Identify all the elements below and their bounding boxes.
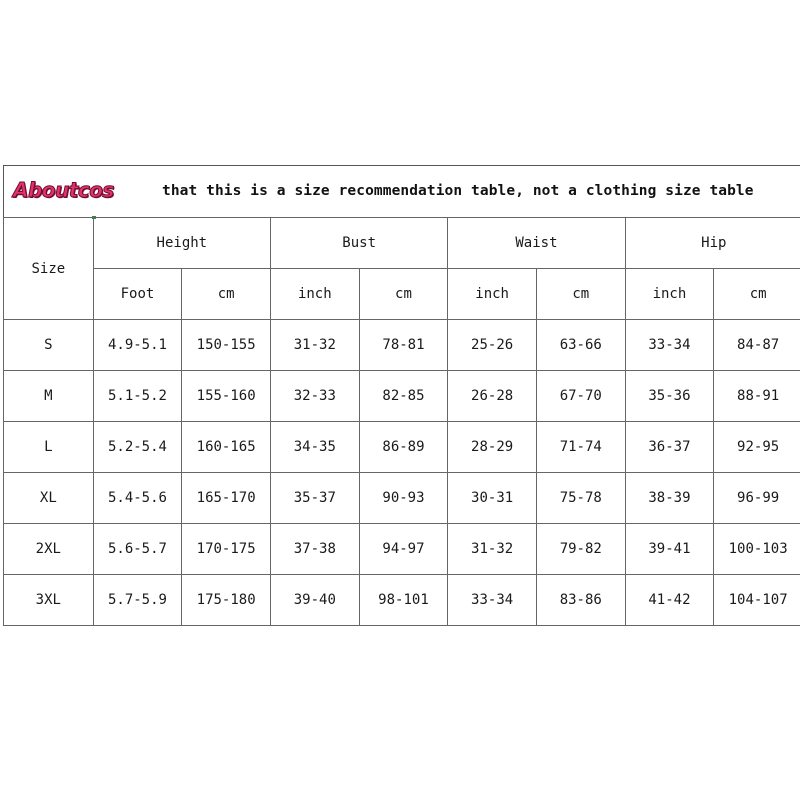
table-cell: 98-101	[359, 575, 448, 626]
table-cell: 165-170	[182, 473, 271, 524]
table-cell: 5.2-5.4	[93, 422, 182, 473]
unit-header: inch	[270, 269, 359, 320]
size-table	[3, 217, 800, 626]
banner	[3, 165, 800, 217]
table-cell: 35-36	[625, 371, 714, 422]
table-cell: 33-34	[625, 320, 714, 371]
table-cell: 82-85	[359, 371, 448, 422]
size-label: S	[4, 320, 94, 371]
brand-logo: Aboutcos	[13, 178, 114, 202]
table-cell: 5.7-5.9	[93, 575, 182, 626]
table-cell: 32-33	[270, 371, 359, 422]
size-label: M	[4, 371, 94, 422]
unit-header: cm	[536, 269, 625, 320]
table-cell: 88-91	[714, 371, 800, 422]
table-cell: 92-95	[714, 422, 800, 473]
unit-header: Foot	[93, 269, 182, 320]
size-label: L	[4, 422, 94, 473]
table-cell: 96-99	[714, 473, 800, 524]
table-row	[4, 422, 800, 473]
table-cell: 155-160	[182, 371, 271, 422]
group-waist: Waist	[448, 218, 625, 269]
table-cell: 37-38	[270, 524, 359, 575]
table-cell: 67-70	[536, 371, 625, 422]
table-cell: 38-39	[625, 473, 714, 524]
unit-header: inch	[448, 269, 537, 320]
table-cell: 86-89	[359, 422, 448, 473]
size-rows	[4, 320, 800, 626]
group-height: Height	[93, 218, 270, 269]
size-chart	[3, 165, 800, 635]
table-cell: 175-180	[182, 575, 271, 626]
table-cell: 83-86	[536, 575, 625, 626]
table-cell: 34-35	[270, 422, 359, 473]
table-cell: 5.6-5.7	[93, 524, 182, 575]
table-cell: 94-97	[359, 524, 448, 575]
group-hip: Hip	[625, 218, 800, 269]
table-cell: 63-66	[536, 320, 625, 371]
table-row	[4, 473, 800, 524]
table-cell: 71-74	[536, 422, 625, 473]
size-label: XL	[4, 473, 94, 524]
table-cell: 28-29	[448, 422, 537, 473]
size-notice: that this is a size recommendation table, not a clothing size table	[162, 183, 754, 199]
table-row	[4, 575, 800, 626]
table-cell: 33-34	[448, 575, 537, 626]
size-label: 3XL	[4, 575, 94, 626]
table-cell: 78-81	[359, 320, 448, 371]
group-bust: Bust	[270, 218, 447, 269]
table-cell: 75-78	[536, 473, 625, 524]
table-row	[4, 524, 800, 575]
size-label: 2XL	[4, 524, 94, 575]
unit-header: inch	[625, 269, 714, 320]
table-cell: 100-103	[714, 524, 800, 575]
table-cell: 30-31	[448, 473, 537, 524]
table-cell: 41-42	[625, 575, 714, 626]
table-cell: 104-107	[714, 575, 800, 626]
table-cell: 5.4-5.6	[93, 473, 182, 524]
group-header-row	[4, 218, 800, 269]
table-cell: 36-37	[625, 422, 714, 473]
table-cell: 4.9-5.1	[93, 320, 182, 371]
table-cell: 160-165	[182, 422, 271, 473]
table-cell: 170-175	[182, 524, 271, 575]
table-row	[4, 371, 800, 422]
table-cell: 90-93	[359, 473, 448, 524]
table-cell: 79-82	[536, 524, 625, 575]
table-cell: 150-155	[182, 320, 271, 371]
table-cell: 84-87	[714, 320, 800, 371]
table-cell: 35-37	[270, 473, 359, 524]
table-row	[4, 320, 800, 371]
unit-header: cm	[182, 269, 271, 320]
size-header: Size	[4, 218, 94, 320]
table-cell: 31-32	[448, 524, 537, 575]
unit-header-row	[4, 269, 800, 320]
table-cell: 39-40	[270, 575, 359, 626]
table-cell: 31-32	[270, 320, 359, 371]
table-cell: 5.1-5.2	[93, 371, 182, 422]
table-cell: 39-41	[625, 524, 714, 575]
table-cell: 26-28	[448, 371, 537, 422]
unit-header: cm	[714, 269, 800, 320]
table-cell: 25-26	[448, 320, 537, 371]
unit-header: cm	[359, 269, 448, 320]
